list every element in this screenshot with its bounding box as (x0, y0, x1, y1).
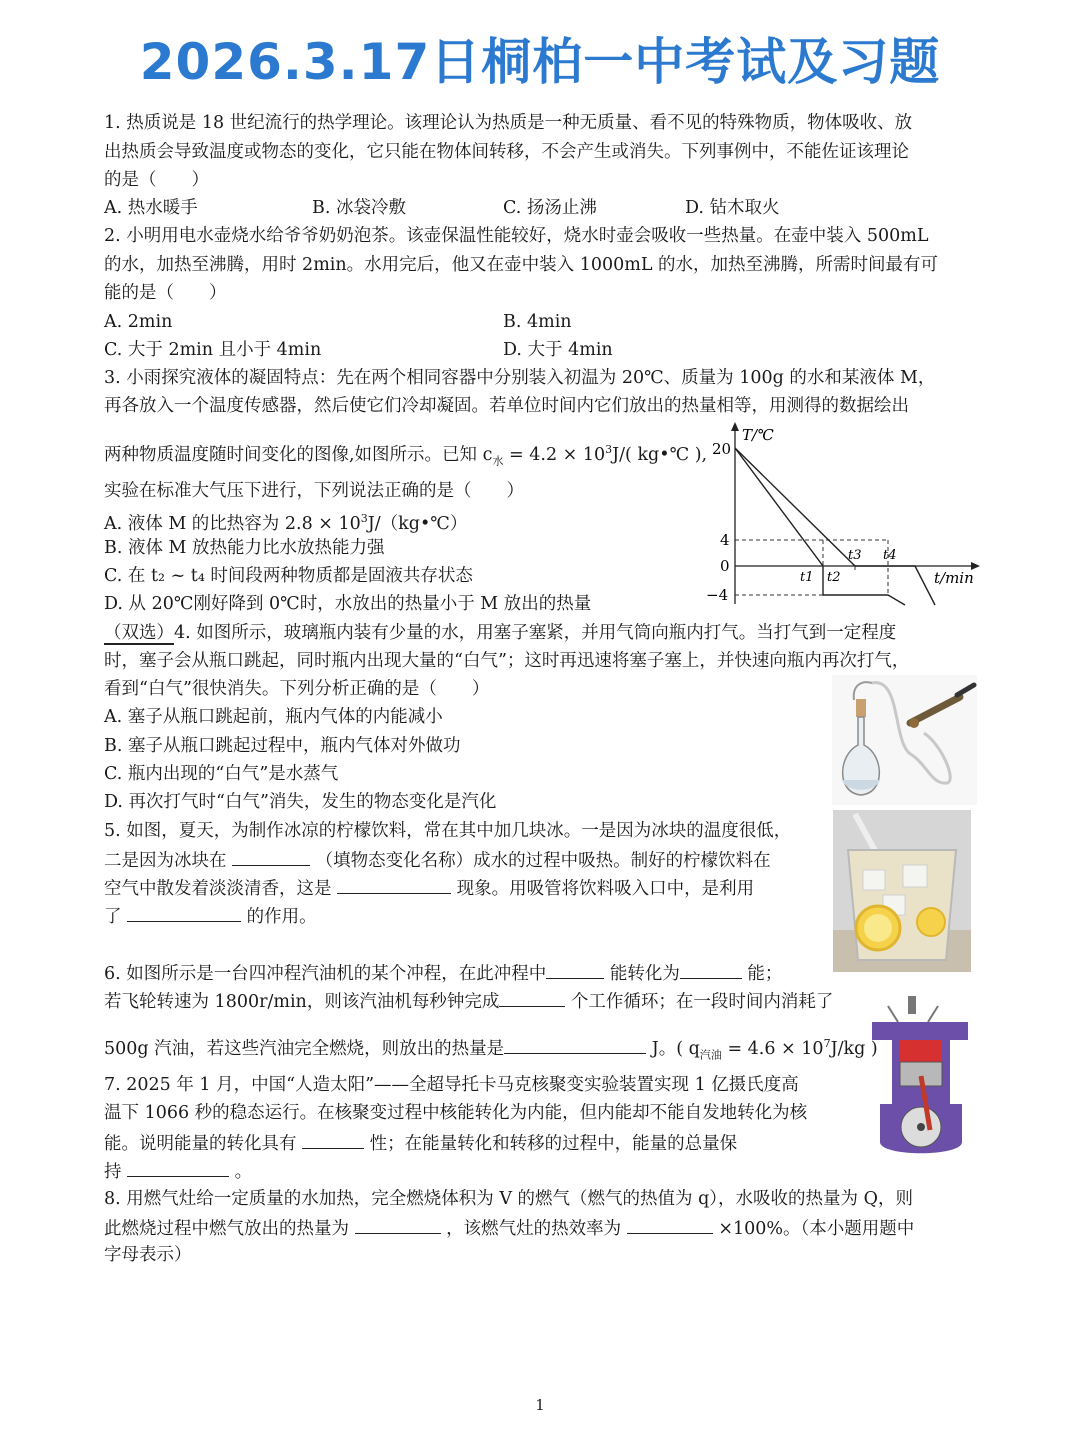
q1-option-a[interactable]: A. 热水暖手 (104, 198, 198, 218)
stopper-icon (856, 699, 866, 717)
q8-line2: 此燃烧过程中燃气放出的热量为 ，该燃气灶的热效率为 ×100%。（本小题用题中 (104, 1215, 914, 1241)
spark-plug-icon (908, 996, 916, 1014)
q7-line2: 温下 1066 秒的稳态运行。在核聚变过程中核能转化为内能，但内能却不能自发地转化为核 (104, 1103, 808, 1123)
q1-option-d[interactable]: D. 钻木取火 (685, 198, 780, 218)
q3-line2: 再各放入一个温度传感器，然后使它们冷却凝固。若单位时间内它们放出的热量相等，用测得的数据绘出 (104, 396, 909, 416)
q2-line2: 的水，加热至沸腾，用时 2min。水用完后，他又在壶中装入 1000mL 的水，加热至沸腾，所需时间最有可 (104, 255, 939, 275)
q6-blank4[interactable] (504, 1035, 646, 1054)
page-number: 1 (535, 1396, 545, 1414)
q8-line1: 8. 用燃气灶给一定质量的水加热，完全燃烧体积为 V 的燃气（燃气的热值为 q），水吸收的热量为 Q，则 (104, 1189, 913, 1209)
tick-t3: t3 (848, 548, 862, 563)
flask-pump-figure (832, 675, 977, 805)
q5-line4: 了 的作用。 (104, 903, 317, 929)
q5-blank3[interactable] (127, 903, 241, 922)
q4-line3: 看到“白气”很快消失。下列分析正确的是（ ） (104, 679, 490, 699)
q4-option-a[interactable]: A. 塞子从瓶口跳起前，瓶内气体的内能减小 (104, 707, 443, 727)
q5-blank1[interactable] (232, 847, 310, 866)
q3-option-a[interactable]: A. 液体 M 的比热容为 $2.8 \times 10^3J/(kg•℃)$ (104, 512, 468, 534)
y-tick-20: 20 (712, 440, 732, 458)
q3-option-b[interactable]: B. 液体 M 放热能力比水放热能力强 (104, 538, 385, 558)
y-tick-4: 4 (720, 531, 730, 549)
tick-t2: t2 (827, 570, 841, 585)
page-title: 2026.3.17日桐柏一中考试及习题 (139, 33, 941, 91)
q6-blank2[interactable] (680, 960, 742, 979)
lemon-drink-figure (833, 810, 971, 972)
q8-blank1[interactable] (355, 1215, 441, 1234)
q7-line3: 能。说明能量的转化具有 性；在能量转化和转移的过程中，能量的总量保 (104, 1130, 737, 1156)
q2-option-d[interactable]: D. 大于 4min (503, 340, 613, 360)
q4-line2: 时，塞子会从瓶口跳起，同时瓶内出现大量的“白气”；这时再迅速将塞子塞上，并快速向瓶内再次打气， (104, 651, 910, 671)
q5-line2: 二是因为冰块在 （填物态变化名称）成水的过程中吸热。制好的柠檬饮料在 (104, 847, 771, 873)
q3-option-d[interactable]: D. 从 20℃刚好降到 0℃时，水放出的热量小于 M 放出的热量 (104, 594, 592, 614)
q7-blank2[interactable] (127, 1158, 229, 1177)
q8-blank2[interactable] (627, 1215, 713, 1234)
q6-line2: 若飞轮转速为 1800r/min，则该汽油机每秒钟完成 个工作循环；在一段时间内消耗了 (104, 988, 833, 1014)
q6-line3: 500g 汽油，若这些汽油完全燃烧，则放出的热量是 J。( $q_{汽油} = 4.6 \times 10^7J/kg$ ) (104, 1032, 878, 1067)
tick-t1: t1 (800, 570, 814, 585)
q3-line4: 实验在标准大气压下进行，下列说法正确的是（ ） (104, 481, 524, 501)
q6-blank3[interactable] (499, 988, 565, 1007)
q4-option-b[interactable]: B. 塞子从瓶口跳起过程中，瓶内气体对外做功 (104, 736, 461, 756)
tick-t4: t4 (883, 548, 897, 563)
double-choice-tag: （双选） (104, 623, 174, 643)
y-axis-arrow (731, 422, 739, 431)
q2-line3: 能的是（ ） (104, 283, 227, 303)
q1-line1: 1. 热质说是 18 世纪流行的热学理论。该理论认为热质是一种无质量、看不见的特殊物质，物体吸收、放 (104, 113, 913, 133)
q6-blank1[interactable] (546, 960, 604, 979)
q3-line1: 3. 小雨探究液体的凝固特点：先在两个相同容器中分别装入初温为 20℃、质量为 100g 的水和某液体 M， (104, 368, 936, 388)
q2-option-a[interactable]: A. 2min (104, 312, 173, 332)
q2-option-b[interactable]: B. 4min (503, 312, 572, 332)
q7-line1: 7. 2025 年 1 月，中国“人造太阳”——全超导托卡马克核聚变实验装置实现 1 亿摄氏度高 (104, 1075, 799, 1095)
q1-option-b[interactable]: B. 冰袋冷敷 (312, 198, 406, 218)
q1-option-c[interactable]: C. 扬汤止沸 (503, 198, 597, 218)
temperature-time-graph (700, 418, 990, 610)
y-axis-label: T/℃ (742, 426, 774, 444)
x-axis-label: t/min (934, 569, 974, 587)
q8-line3: 字母表示） (104, 1245, 192, 1265)
series-liquid-m (735, 448, 905, 605)
q4-line1: （双选）4. 如图所示，玻璃瓶内装有少量的水，用塞子塞紧，并用气筒向瓶内打气。当打气到一定程度 (104, 623, 897, 643)
engine-figure (868, 992, 974, 1164)
q2-line1: 2. 小明用电水壶烧水给爷爷奶奶泡茶。该壶保温性能较好，烧水时壶会吸收一些热量。在壶中装入 500mL (104, 226, 929, 246)
q5-line3: 空气中散发着淡淡清香，这是 现象。用吸管将饮料吸入口中，是利用 (104, 875, 754, 901)
q4-option-c[interactable]: C. 瓶内出现的“白气”是水蒸气 (104, 764, 339, 784)
q7-line4: 持 。 (104, 1158, 252, 1184)
q2-option-c[interactable]: C. 大于 2min 且小于 4min (104, 340, 322, 360)
q1-line3: 的是（ ） (104, 170, 209, 190)
q1-line2: 出热质会导致温度或物态的变化，它只能在物体间转移，不会产生或消失。下列事例中，不能佐证该理论 (104, 142, 909, 162)
q7-blank1[interactable] (302, 1130, 364, 1149)
q6-line1: 6. 如图所示是一台四冲程汽油机的某个冲程，在此冲程中 能转化为 能； (104, 960, 782, 986)
q3-option-c[interactable]: C. 在 t₂ ~ t₄ 时间段两种物质都是固液共存状态 (104, 566, 473, 586)
q5-line1: 5. 如图，夏天，为制作冰凉的柠檬饮料，常在其中加几块冰。一是因为冰块的温度很低， (104, 821, 792, 841)
y-tick-minus4: −4 (706, 586, 729, 604)
q4-option-d[interactable]: D. 再次打气时“白气”消失，发生的物态变化是汽化 (104, 792, 497, 812)
q5-blank2[interactable] (337, 875, 451, 894)
y-tick-0: 0 (720, 557, 730, 575)
combustion-chamber (900, 1040, 942, 1062)
q3-line3: 两种物质温度随时间变化的图像,如图所示。已知 $c_水 = 4.2 \times 10^3J/$( kg•℃ ), (104, 443, 708, 468)
